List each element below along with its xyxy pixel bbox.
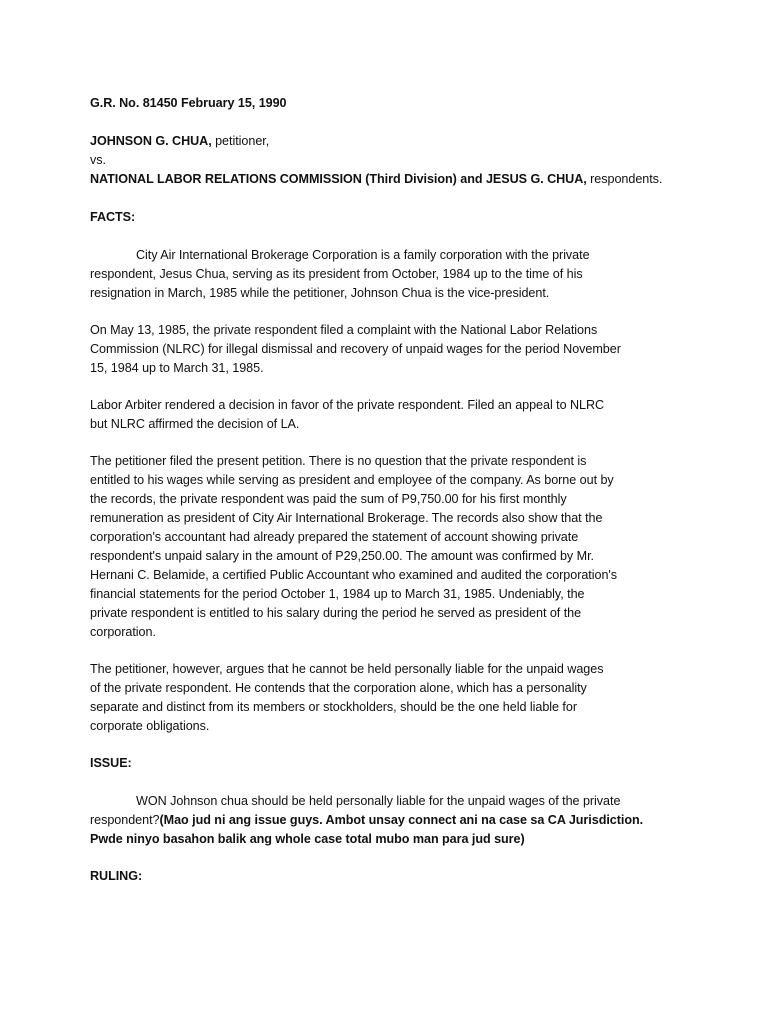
case-number: G.R. No. 81450 February 15, 1990: [90, 96, 287, 110]
paragraph-line: of the private respondent. He contends that the corporation alone, which has a personality: [90, 681, 587, 695]
facts-heading: FACTS:: [90, 210, 136, 224]
issue-line-2: [90, 811, 688, 830]
paragraph-line: Commission (NLRC) for illegal dismissal and recovery of unpaid wages for the period November: [90, 342, 621, 356]
paragraph-line: private respondent is entitled to his salary during the period he served as president of the: [90, 606, 582, 620]
paragraph-line: but NLRC affirmed the decision of LA.: [90, 417, 300, 431]
paragraph-line: Labor Arbiter rendered a decision in favor of the private respondent. Filed an appeal to NLRC: [90, 398, 605, 412]
paragraph-line: entitled to his wages while serving as president and employee of the company. As borne out by: [90, 473, 614, 487]
respondent-names: NATIONAL LABOR RELATIONS COMMISSION (Third Division) and JESUS G. CHUA,: [90, 172, 587, 186]
paragraph-line: corporation's accountant had already prepared the statement of account showing private: [90, 530, 579, 544]
issue-note: (Mao jud ni ang issue guys. Ambot unsay connect ani na case sa CA Jurisdiction.: [159, 813, 644, 827]
document-page: [90, 94, 688, 886]
facts-paragraph-3: [90, 396, 688, 434]
issue-question-end: respondent?: [90, 813, 160, 827]
paragraph-line: remuneration as president of City Air International Brokerage. The records also show that the: [90, 511, 603, 525]
paragraph-line: WON Johnson chua should be held personally liable for the unpaid wages of the private: [136, 794, 621, 808]
paragraph-line: corporation.: [90, 625, 156, 639]
paragraph-line: On May 13, 1985, the private respondent filed a complaint with the National Labor Relations: [90, 323, 598, 337]
paragraph-line: respondent's unpaid salary in the amount of P29,250.00. The amount was confirmed by Mr.: [90, 549, 594, 563]
paragraph-line: City Air International Brokerage Corporation is a family corporation with the private: [136, 248, 590, 262]
paragraph-line: financial statements for the period October 1, 1984 up to March 31, 1985. Undeniably, the: [90, 587, 585, 601]
paragraph-line: 15, 1984 up to March 31, 1985.: [90, 361, 264, 375]
issue-paragraph: [90, 792, 688, 849]
paragraph-line: The petitioner, however, argues that he cannot be held personally liable for the unpaid wages: [90, 662, 604, 676]
respondents-line: [90, 170, 688, 189]
facts-paragraph-2: [90, 321, 688, 378]
petitioner-line: [90, 132, 688, 151]
paragraph-line: corporate obligations.: [90, 719, 210, 733]
paragraph-line: resignation in March, 1985 while the petitioner, Johnson Chua is the vice-president.: [90, 286, 550, 300]
facts-paragraph-4: [90, 452, 688, 642]
facts-paragraph-1: [90, 246, 688, 303]
paragraph-line: Hernani C. Belamide, a certified Public Accountant who examined and audited the corporation's: [90, 568, 618, 582]
paragraph-line: The petitioner filed the present petition. There is no question that the private respondent is: [90, 454, 587, 468]
paragraph-line: respondent, Jesus Chua, serving as its president from October, 1984 up to the time of his: [90, 267, 583, 281]
ruling-heading: RULING:: [90, 869, 143, 883]
facts-paragraph-5: [90, 660, 688, 736]
petitioner-role: petitioner,: [211, 134, 270, 148]
issue-note-continued: Pwde ninyo basahon balik ang whole case total mubo man para jud sure): [90, 832, 525, 846]
issue-heading: ISSUE:: [90, 756, 132, 770]
paragraph-line: the records, the private respondent was paid the sum of P9,750.00 for his first monthly: [90, 492, 567, 506]
versus-text: vs.: [90, 153, 106, 167]
paragraph-line: separate and distinct from its members or stockholders, should be the one held liable for: [90, 700, 577, 714]
respondent-role: respondents.: [586, 172, 663, 186]
petitioner-name: JOHNSON G. CHUA,: [90, 134, 212, 148]
